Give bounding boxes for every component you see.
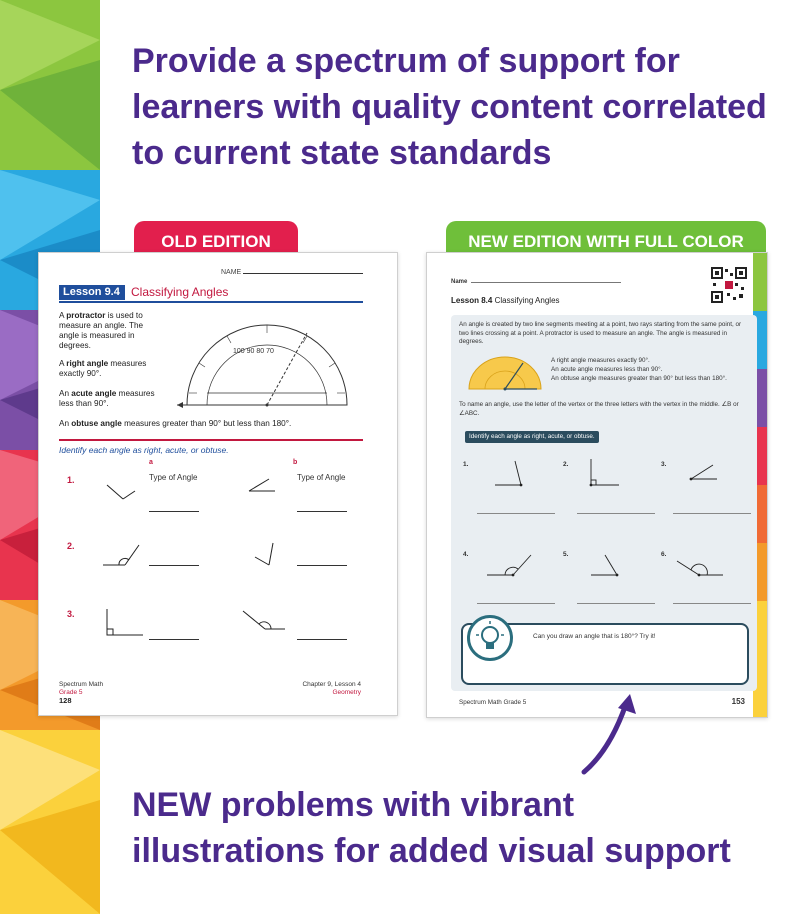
question-number: 3. — [661, 461, 667, 468]
lesson-header: Lesson 8.4 Classifying Angles — [451, 296, 560, 305]
lightbulb-icon — [467, 615, 513, 661]
question-number: 1. — [67, 475, 75, 485]
qr-code-icon — [711, 267, 747, 303]
lesson-number: Lesson 9.4 — [59, 285, 125, 300]
question-number: 6. — [661, 551, 667, 558]
footer-left: Spectrum Math Grade 5 — [459, 699, 527, 706]
right-angle-definition: A right angle measures exactly 90°. — [59, 359, 147, 378]
name-field: Name — [451, 279, 621, 285]
protractor-definition: A protractor is used to measure an angle. The angle is measured in degrees. — [59, 311, 144, 350]
page-number: 128 — [59, 696, 72, 705]
challenge-question: Can you draw an angle that is 180°? Try it! — [533, 633, 656, 640]
naming-rule: To name an angle, use the letter of the vertex or the three letters with the vertex in the middle. ∠B or ∠ABC. — [459, 401, 739, 417]
obtuse-angle-definition: An obtuse angle measures greater than 90° but less than 180°. — [551, 375, 727, 382]
new-edition-page — [426, 252, 768, 718]
question-number: 2. — [563, 461, 569, 468]
column-b-label: b — [293, 459, 298, 466]
acute-angle-definition: An acute angle measures less than 90°. — [551, 366, 663, 373]
answer-line[interactable] — [673, 603, 751, 604]
divider — [59, 439, 363, 441]
obtuse-angle-definition: An obtuse angle measures greater than 90° but less than 180°. — [59, 419, 292, 428]
lesson-panel — [451, 315, 757, 691]
old-edition-tag: OLD EDITION — [134, 221, 298, 263]
divider — [59, 301, 363, 303]
question-number: 3. — [67, 609, 75, 619]
protractor-illustration — [167, 313, 367, 413]
footer-right: Chapter 9, Lesson 4 Geometry — [302, 681, 361, 696]
arrow-icon — [570, 690, 660, 780]
old-edition-page — [38, 252, 398, 716]
footer-left: Spectrum Math Grade 5 128 — [59, 681, 104, 705]
protractor-illustration — [465, 353, 545, 393]
lesson-title: Classifying Angles — [131, 285, 229, 299]
new-edition-tag: NEW EDITION WITH FULL COLOR — [446, 221, 766, 263]
type-of-angle-label: Type of Angle — [297, 473, 346, 482]
name-field — [221, 269, 363, 276]
bottom-tagline: NEW problems with vibrant illustrations for added visual support — [132, 786, 731, 870]
acute-angle-definition: An acute angle measures less than 90°. — [59, 389, 155, 408]
question-number: 4. — [463, 551, 469, 558]
question-number: 5. — [563, 551, 569, 558]
angle-figures — [99, 469, 359, 649]
page-number: 153 — [731, 697, 745, 706]
name-label: NAME — [221, 269, 242, 276]
intro-text: An angle is created by two line segments meeting at a point, two rays starting from the same point, or two lines crossing at a point. A protractor is used to measure an angle. The angle is measured in degrees. — [459, 321, 742, 346]
question-number: 2. — [67, 541, 75, 551]
headline: Provide a spectrum of support for learners with quality content correlated to current state standards — [132, 42, 767, 172]
instruction: Identify each angle as right, acute, or obtuse. — [59, 445, 229, 455]
question-number: 1. — [463, 461, 469, 468]
column-a-label: a — [149, 459, 153, 466]
right-angle-definition: A right angle measures exactly 90°. — [551, 357, 650, 364]
instruction: Identify each angle as right, acute, or obtuse. — [465, 431, 599, 443]
answer-line[interactable] — [477, 603, 555, 604]
svg-text:100 90 80 70: 100 90 80 70 — [233, 348, 274, 355]
type-of-angle-label: Type of Angle — [149, 473, 198, 482]
answer-line[interactable] — [577, 603, 655, 604]
angle-figures — [451, 455, 757, 595]
lesson-header — [59, 285, 363, 301]
